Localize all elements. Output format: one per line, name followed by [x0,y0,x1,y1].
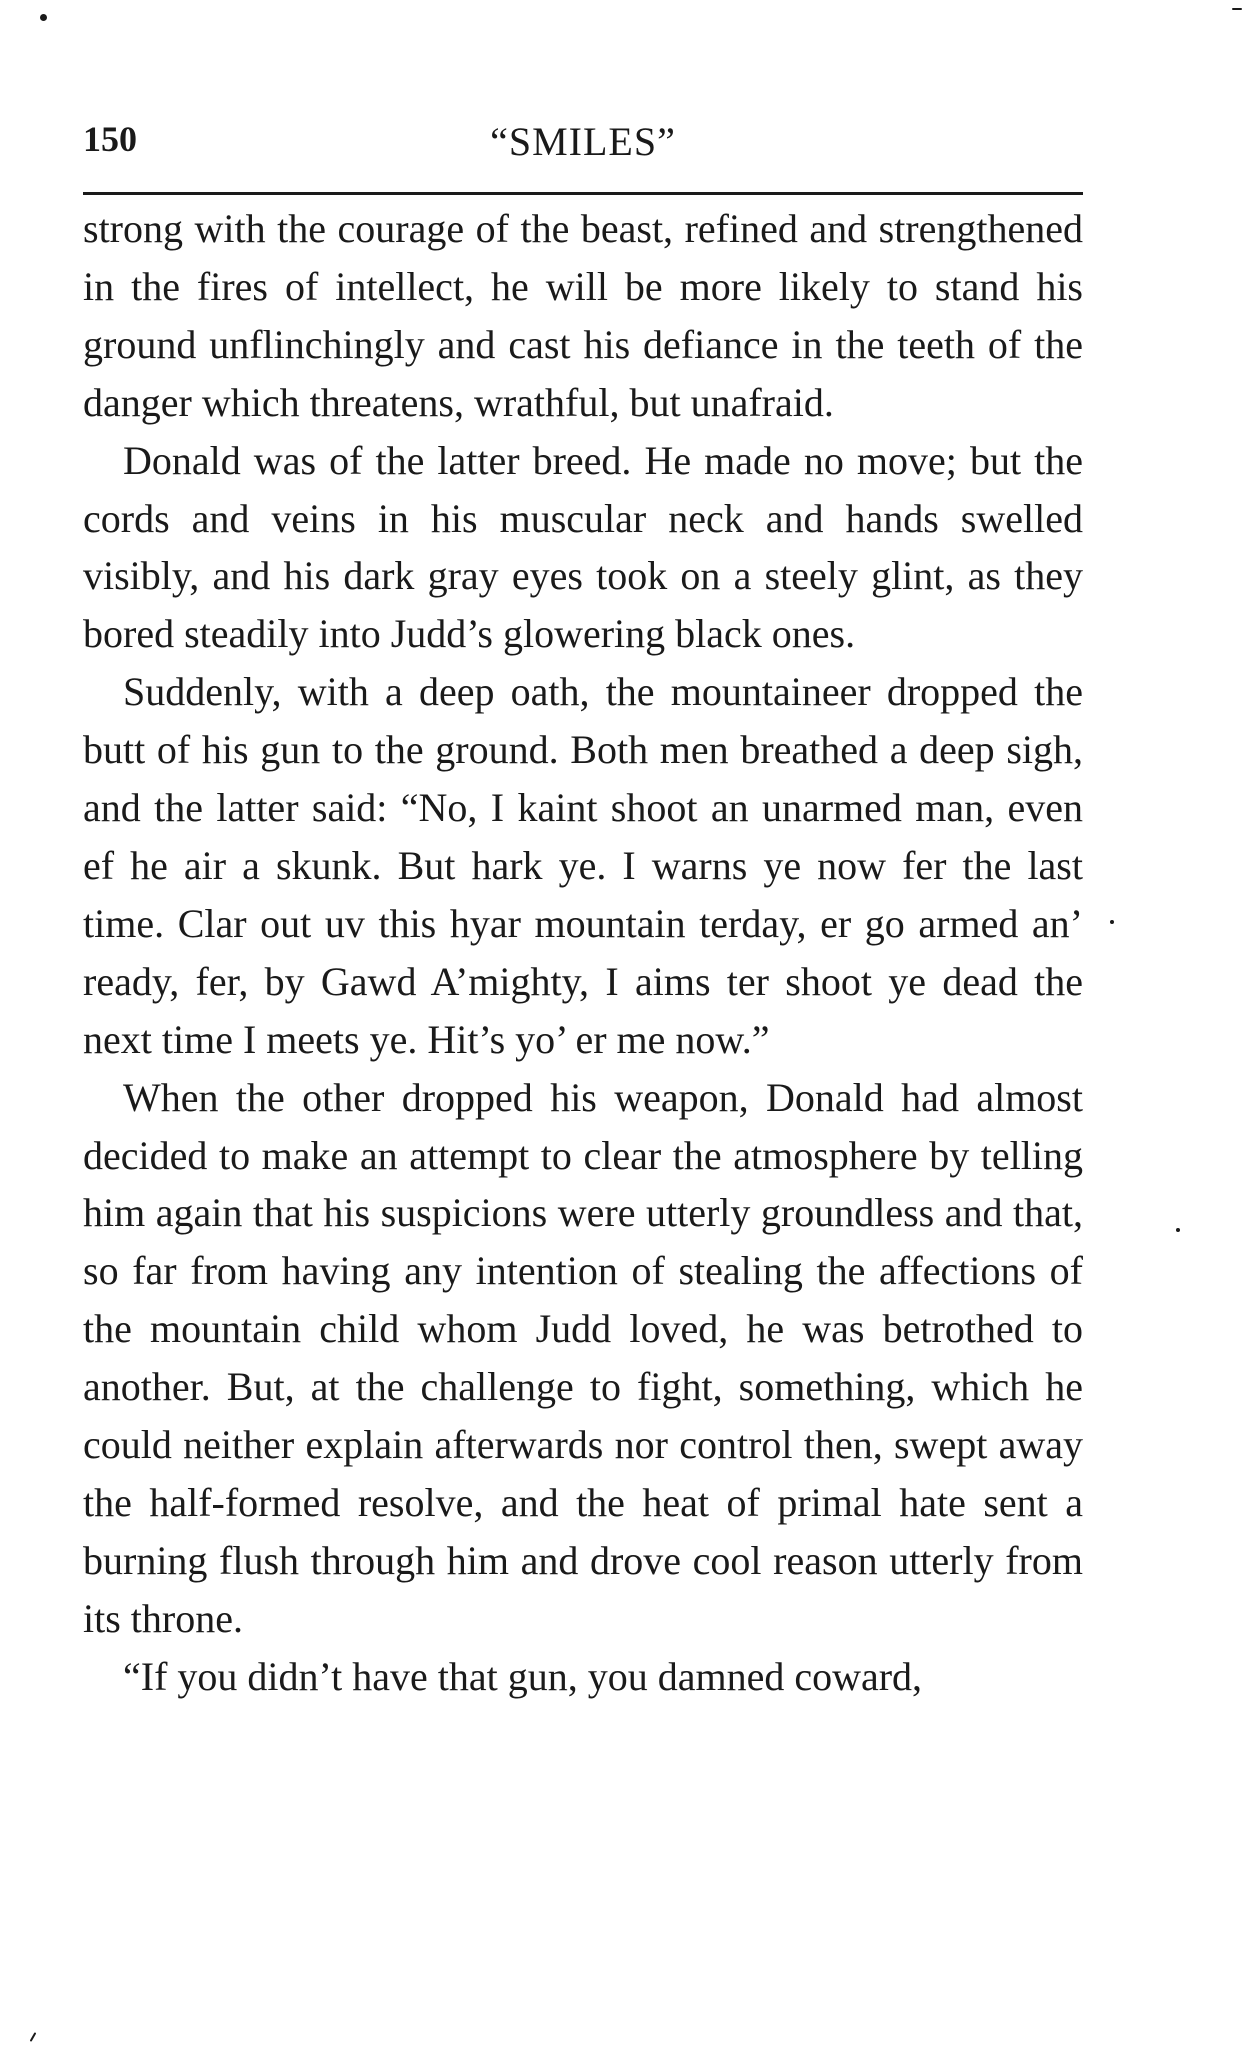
book-page [83,0,1083,2055]
scan-speck [1110,920,1114,924]
scan-speck [1232,8,1242,10]
paragraph: “If you didn’t have that gun, you damned coward, [123,1653,923,1699]
body-text [83,200,1083,1706]
paragraph-continued: strong with the courage of the beast, refined and strengthened in the fires of intellect, he will be more likely to stand his ground unflinchingly and cast his defiance in the teeth of the danger which threatens, wrathful, but unafraid. [83,206,1083,425]
page-number: 150 [83,119,137,159]
header-rule [83,192,1083,195]
paragraph: Donald was of the latter breed. He made no move; but the cords and veins in his muscular neck and hands swelled visibly, and his dark gray eyes took on a steely glint, as they bored steadily into Judd’s glowering black ones. [83,437,1083,657]
paragraph: Suddenly, with a deep oath, the mountaineer dropped the butt of his gun to the ground. Both men breathed a deep sigh, and the latter said: “No, I kaint shoot an unarmed man, even ef he air a skunk. But hark ye. I warns ye now fer the last time. Clar out uv this hyar mountain terday, er go armed an’ ready, fer, by Gawd A’mighty, I aims ter shoot ye dead the next time I meets ye. Hit’s yo’ er me now.” [83,669,1083,1062]
scan-speck [1176,1228,1180,1232]
running-title: “SMILES” [490,119,676,164]
page-header [83,118,1083,178]
paragraph: When the other dropped his weapon, Donald had almost decided to make an attempt to clear the atmosphere by telling him again that his suspicions were utterly groundless and that, so far from having any intention of stealing the affections of the mountain child whom Judd loved, he was betrothed to another. But, at the challenge to fight, something, which he could neither explain afterwards nor control then, swept away the half-formed resolve, and the heat of primal hate sent a burning flush through him and drove cool reason utterly from its throne. [83,1074,1083,1641]
scan-speck [30,2032,37,2042]
scan-speck [40,14,47,21]
